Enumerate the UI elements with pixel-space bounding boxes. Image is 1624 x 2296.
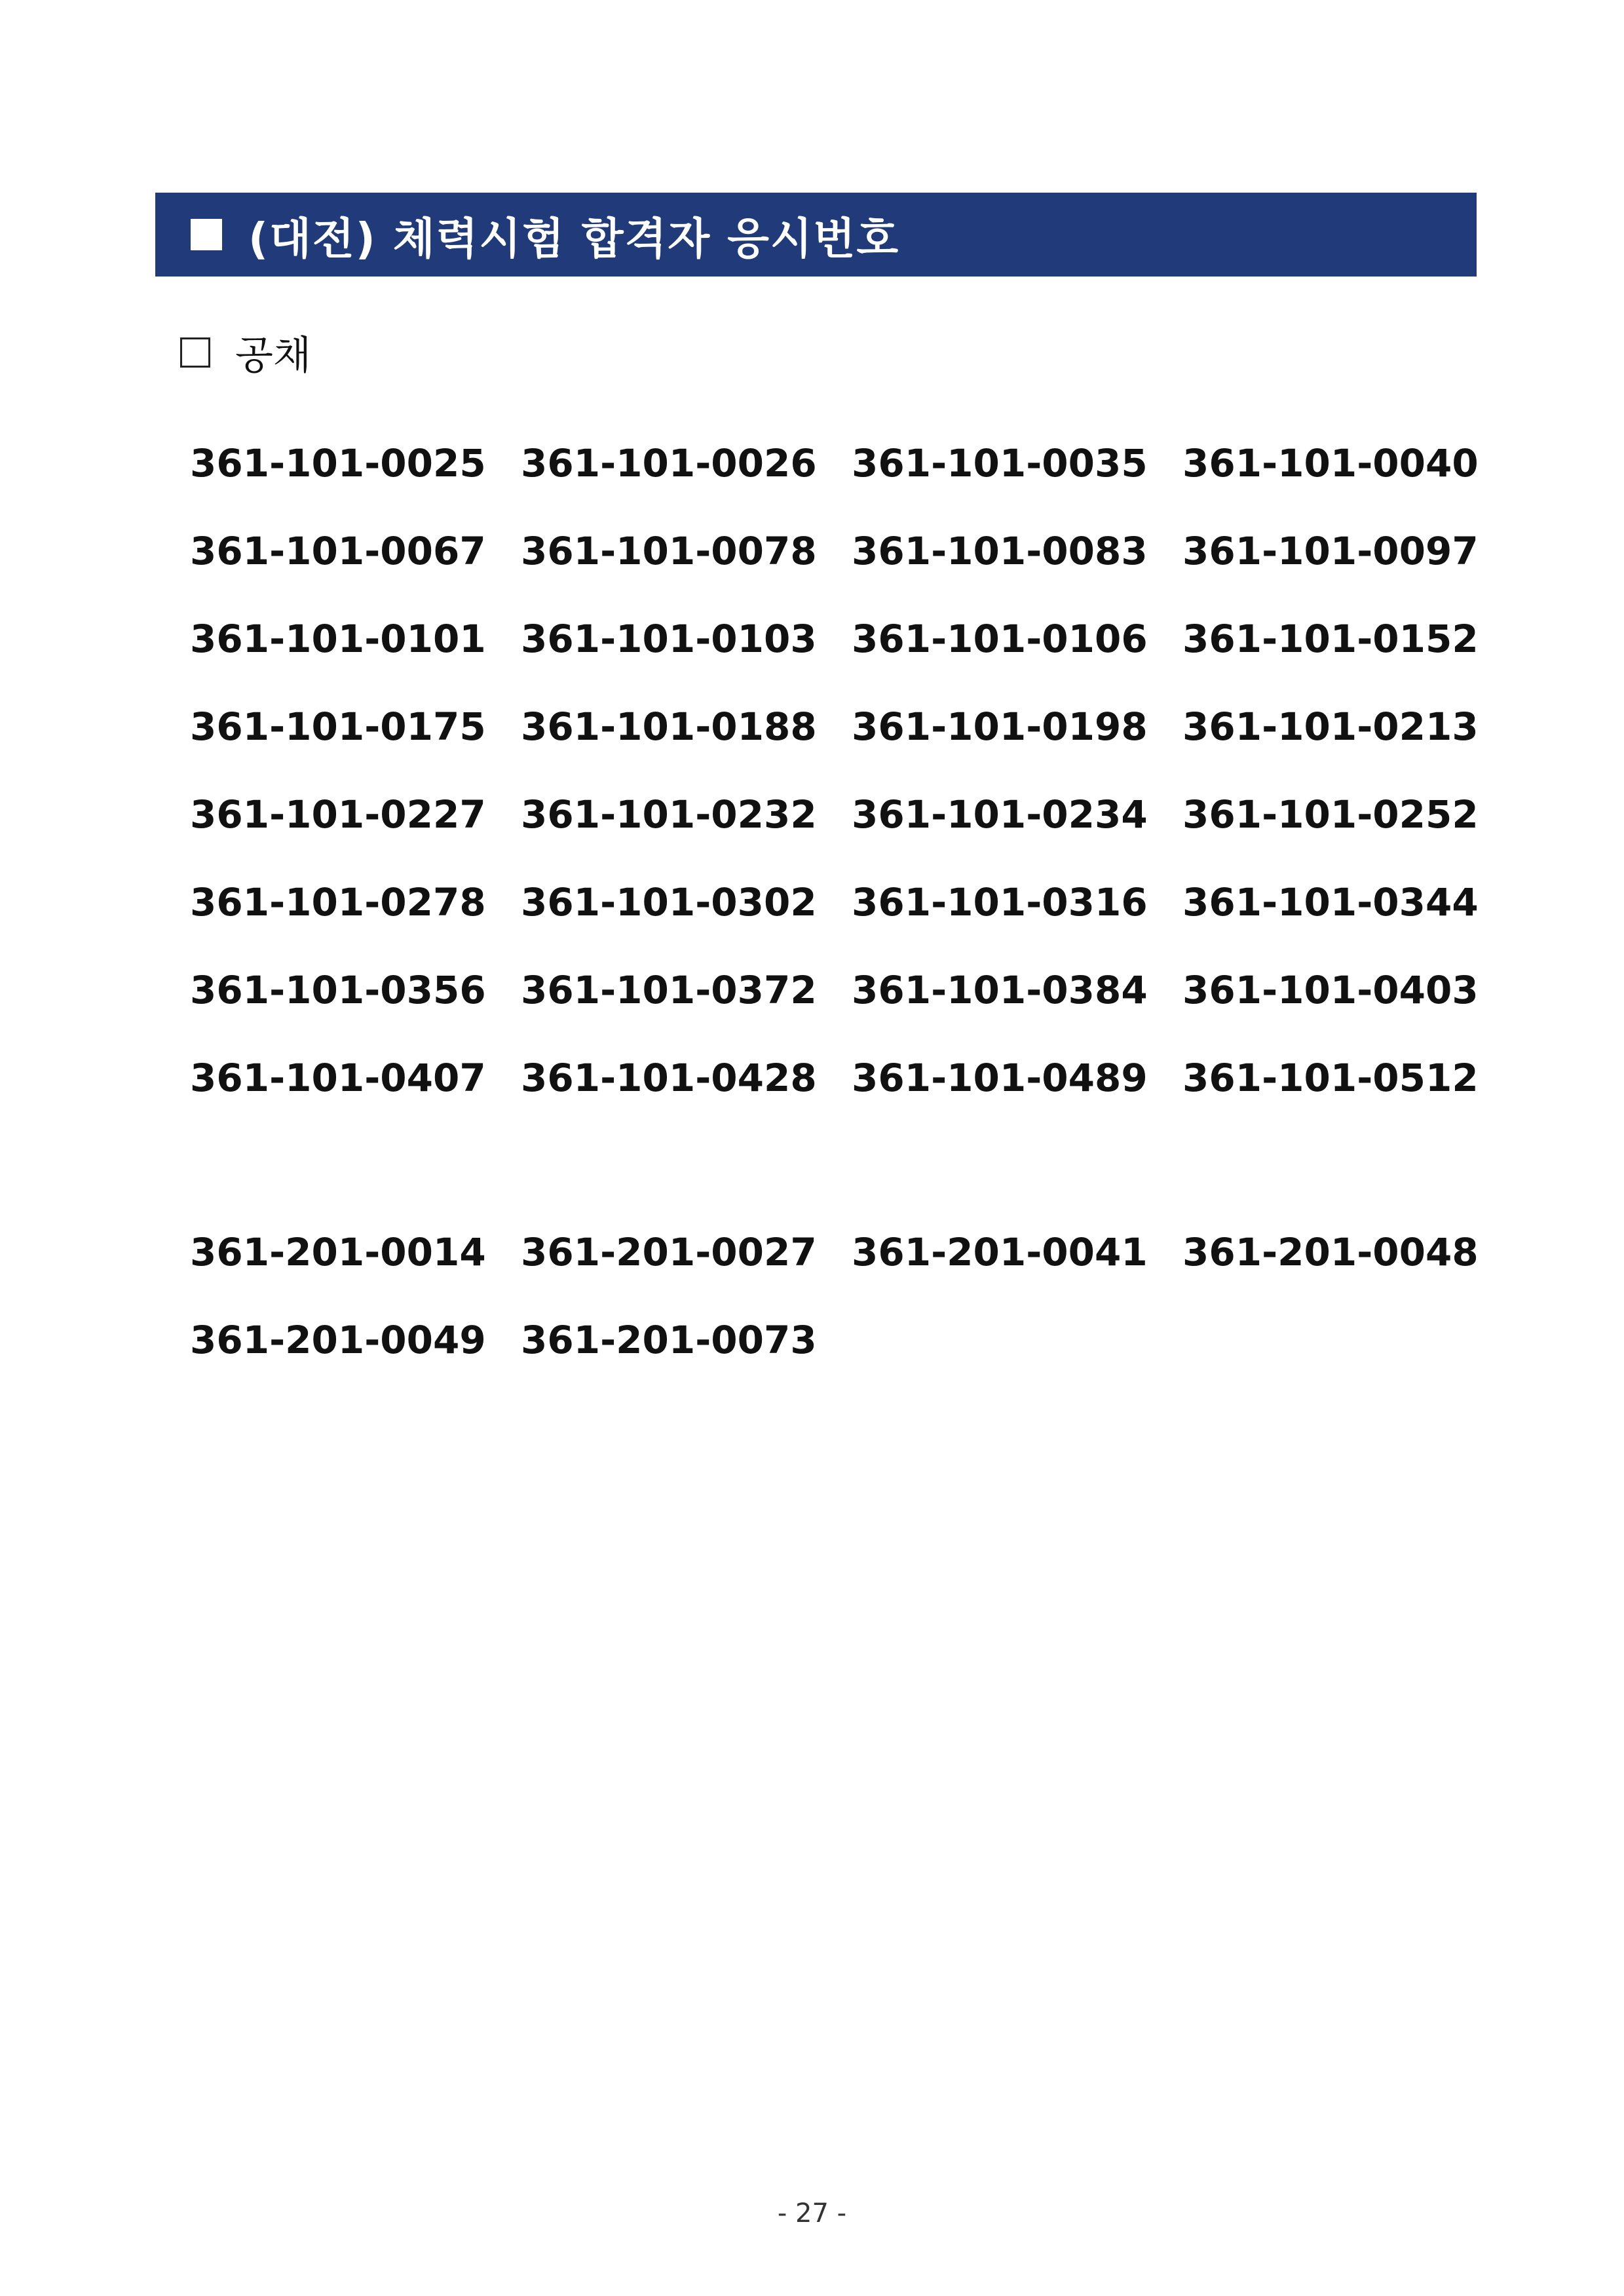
- exam-number: 361-201-0027: [521, 1230, 817, 1274]
- filled-square-icon: [191, 219, 222, 250]
- exam-number: 361-101-0302: [521, 880, 817, 925]
- exam-number: 361-101-0106: [852, 617, 1148, 661]
- exam-number: 361-101-0344: [1182, 880, 1479, 925]
- exam-number: 361-101-0101: [190, 617, 486, 661]
- exam-number: 361-101-0316: [852, 880, 1148, 925]
- exam-number: 361-201-0073: [521, 1318, 817, 1362]
- exam-number: 361-101-0407: [190, 1056, 486, 1100]
- exam-number: 361-101-0040: [1182, 441, 1479, 486]
- exam-number: 361-101-0252: [1182, 792, 1479, 837]
- exam-number-grid-101: [190, 419, 1500, 1122]
- empty-square-icon: [180, 337, 210, 368]
- exam-number: 361-101-0097: [1182, 529, 1479, 573]
- exam-number: 361-101-0234: [852, 792, 1148, 837]
- exam-number: 361-101-0078: [521, 529, 817, 573]
- exam-number: 361-101-0384: [852, 968, 1148, 1012]
- exam-number: 361-201-0049: [190, 1318, 486, 1362]
- exam-number: 361-101-0232: [521, 792, 817, 837]
- exam-number: 361-101-0428: [521, 1056, 817, 1100]
- exam-number: 361-101-0403: [1182, 968, 1479, 1012]
- exam-number: 361-101-0083: [852, 529, 1148, 573]
- page-title: (대전) 체력시험 합격자 응시번호: [248, 213, 900, 264]
- page-number: - 27 -: [777, 2198, 847, 2229]
- exam-number: 361-101-0188: [521, 704, 817, 749]
- exam-number: 361-101-0512: [1182, 1056, 1479, 1100]
- exam-number: 361-201-0014: [190, 1230, 486, 1274]
- exam-number: 361-101-0103: [521, 617, 817, 661]
- exam-number: 361-101-0175: [190, 704, 486, 749]
- exam-number: 361-201-0041: [852, 1230, 1148, 1274]
- exam-number: 361-101-0278: [190, 880, 486, 925]
- exam-number: 361-101-0356: [190, 968, 486, 1012]
- section-heading: [180, 326, 311, 379]
- exam-number: 361-201-0048: [1182, 1230, 1479, 1274]
- exam-number-grid-201: [190, 1208, 1500, 1384]
- exam-number: 361-101-0372: [521, 968, 817, 1012]
- exam-number: 361-101-0152: [1182, 617, 1479, 661]
- exam-number: 361-101-0213: [1182, 704, 1479, 749]
- section-label: 공채: [235, 333, 311, 379]
- exam-number: 361-101-0489: [852, 1056, 1148, 1100]
- exam-number: 361-101-0025: [190, 441, 486, 486]
- exam-number: 361-101-0198: [852, 704, 1148, 749]
- section-title-bar: [155, 193, 1477, 277]
- exam-number: 361-101-0035: [852, 441, 1148, 486]
- exam-number: 361-101-0067: [190, 529, 486, 573]
- exam-number: 361-101-0227: [190, 792, 486, 837]
- exam-number: 361-101-0026: [521, 441, 817, 486]
